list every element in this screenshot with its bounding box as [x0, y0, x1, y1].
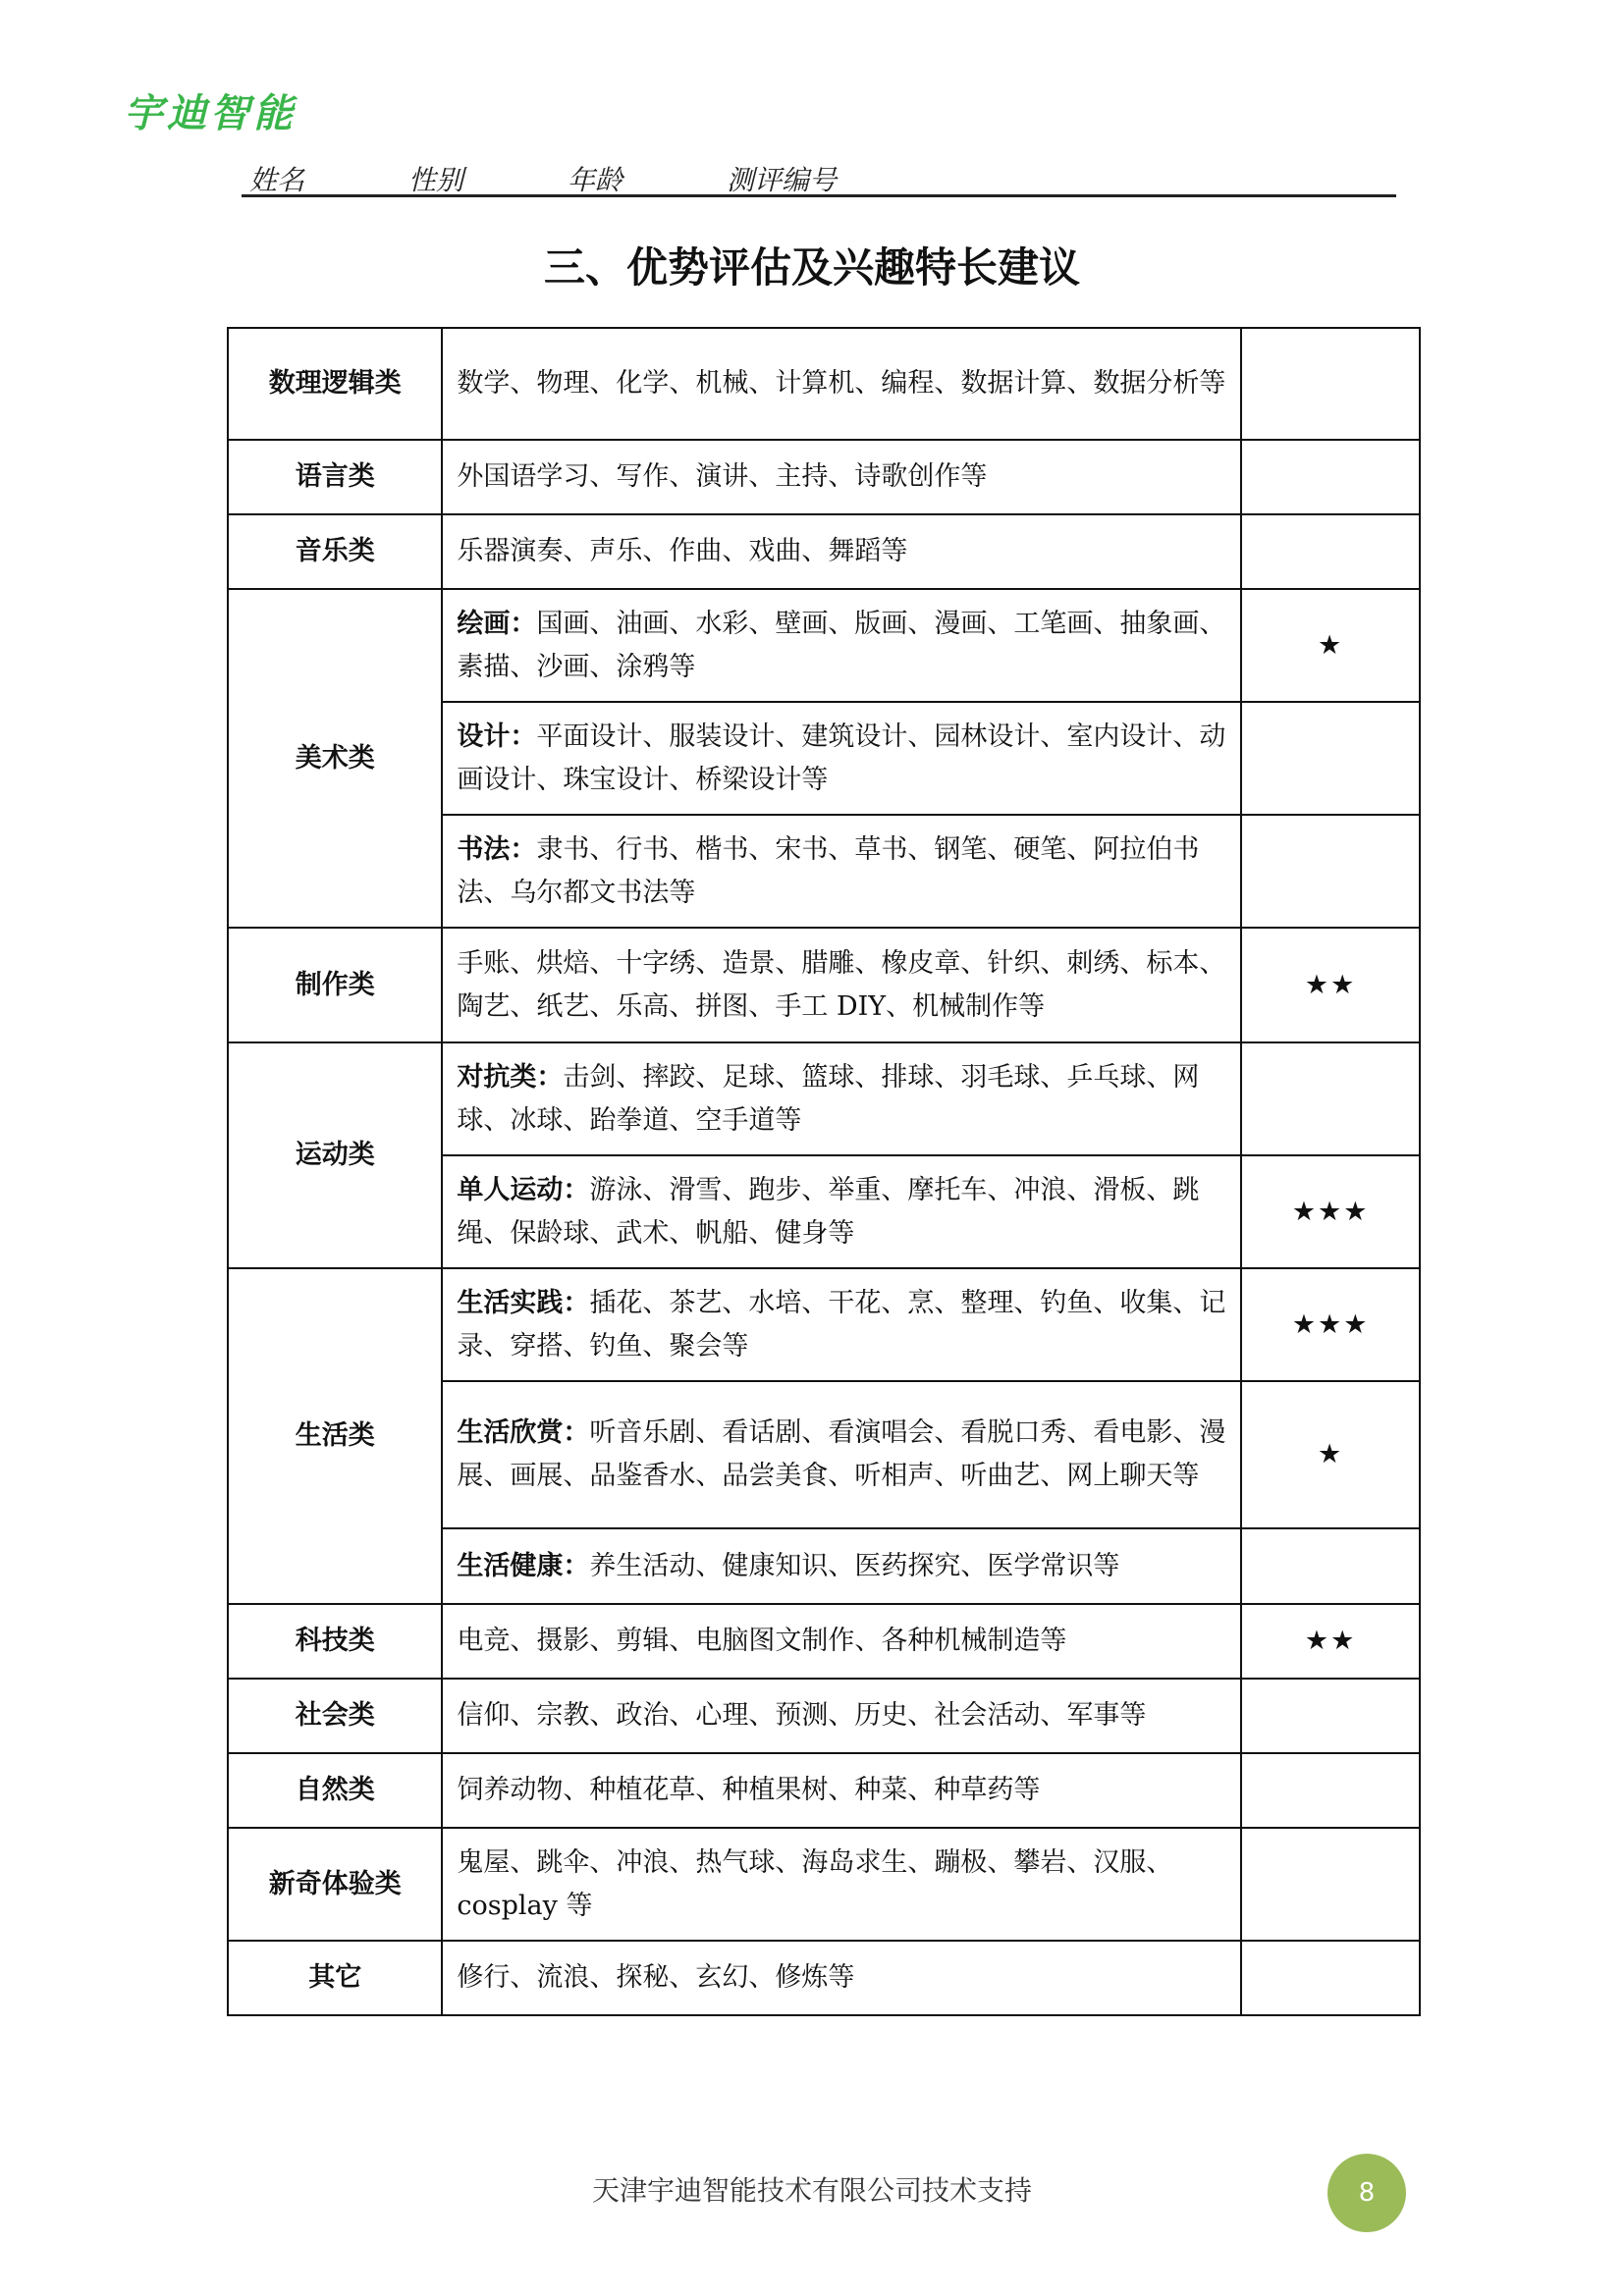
eval-number-field-label: 测评编号	[727, 164, 838, 196]
category-cell: 运动类	[228, 1042, 442, 1268]
category-cell: 音乐类	[228, 514, 442, 589]
rating-cell	[1241, 1679, 1420, 1753]
description-cell: 饲养动物、种植花草、种植果树、种菜、种草药等	[442, 1753, 1241, 1828]
rating-cell	[1241, 440, 1420, 514]
table-row	[228, 1042, 1420, 1155]
rating-cell	[1241, 1828, 1420, 1941]
category-cell: 其它	[228, 1941, 442, 2015]
page-number: 8	[1327, 2154, 1406, 2232]
description-cell	[442, 1381, 1241, 1528]
description-cell: 电竞、摄影、剪辑、电脑图文制作、各种机械制造等	[442, 1604, 1241, 1679]
description-cell	[442, 702, 1241, 815]
table-row	[228, 1679, 1420, 1753]
description-cell: 乐器演奏、声乐、作曲、戏曲、舞蹈等	[442, 514, 1241, 589]
description-cell	[442, 1042, 1241, 1155]
table-row	[228, 589, 1420, 702]
description-cell	[442, 1268, 1241, 1381]
table-row	[228, 1828, 1420, 1941]
rating-cell: ★★★	[1241, 1155, 1420, 1268]
footer-text: 天津宇迪智能技术有限公司技术支持	[591, 2174, 1032, 2207]
description-cell: 手账、烘焙、十字绣、造景、腊雕、橡皮章、针织、刺绣、标本、陶艺、纸艺、乐高、拼图、手工 DIY、机械制作等	[442, 928, 1241, 1042]
table-row	[228, 328, 1420, 440]
table-row	[228, 928, 1420, 1042]
rating-cell	[1241, 1042, 1420, 1155]
rating-cell: ★★	[1241, 928, 1420, 1042]
subcategory-desc: 养生活动、健康知识、医药探究、医学常识等	[589, 1550, 1120, 1581]
interest-table	[227, 327, 1421, 2016]
table-row	[228, 1753, 1420, 1828]
rating-cell: ★★	[1241, 1604, 1420, 1679]
category-cell: 生活类	[228, 1268, 442, 1604]
category-cell: 社会类	[228, 1679, 442, 1753]
description-cell: 信仰、宗教、政治、心理、预测、历史、社会活动、军事等	[442, 1679, 1241, 1753]
description-cell	[442, 1528, 1241, 1604]
category-cell: 科技类	[228, 1604, 442, 1679]
rating-cell: ★	[1241, 589, 1420, 702]
name-field-label: 姓名	[249, 164, 305, 196]
rating-cell	[1241, 1753, 1420, 1828]
gender-field-label: 性别	[408, 164, 464, 196]
subcategory-label: 单人运动：	[457, 1174, 590, 1205]
rating-cell	[1241, 328, 1420, 440]
company-logo: 宇迪智能	[124, 91, 297, 136]
table-row	[228, 514, 1420, 589]
subcategory-desc: 平面设计、服装设计、建筑设计、园林设计、室内设计、动画设计、珠宝设计、桥梁设计等	[457, 721, 1226, 795]
subcategory-desc: 插花、茶艺、水培、干花、烹、整理、钓鱼、收集、记录、穿搭、钓鱼、聚会等	[457, 1287, 1226, 1362]
rating-cell: ★★★	[1241, 1268, 1420, 1381]
rating-cell	[1241, 702, 1420, 815]
table-row	[228, 440, 1420, 514]
subcategory-label: 生活健康：	[457, 1550, 590, 1581]
description-cell: 数学、物理、化学、机械、计算机、编程、数据计算、数据分析等	[442, 328, 1241, 440]
table-row	[228, 1941, 1420, 2015]
description-cell	[442, 589, 1241, 702]
subcategory-desc: 国画、油画、水彩、壁画、版画、漫画、工笔画、抽象画、素描、沙画、涂鸦等	[457, 608, 1226, 682]
subcategory-label: 设计：	[457, 721, 537, 752]
description-cell: 修行、流浪、探秘、玄幻、修炼等	[442, 1941, 1241, 2015]
info-line	[242, 157, 1396, 197]
subcategory-desc: 隶书、行书、楷书、宋书、草书、钢笔、硬笔、阿拉伯书法、乌尔都文书法等	[457, 833, 1200, 908]
description-cell: 外国语学习、写作、演讲、主持、诗歌创作等	[442, 440, 1241, 514]
category-cell: 数理逻辑类	[228, 328, 442, 440]
rating-cell	[1241, 1528, 1420, 1604]
subcategory-desc: 游泳、滑雪、跑步、举重、摩托车、冲浪、滑板、跳绳、保龄球、武术、帆船、健身等	[457, 1174, 1200, 1249]
subcategory-label: 绘画：	[457, 608, 537, 639]
rating-cell	[1241, 1941, 1420, 2015]
rating-cell	[1241, 514, 1420, 589]
category-cell: 制作类	[228, 928, 442, 1042]
category-cell: 美术类	[228, 589, 442, 928]
table-row	[228, 1604, 1420, 1679]
page-title: 三、优势评估及兴趣特长建议	[543, 243, 1080, 292]
description-cell	[442, 1155, 1241, 1268]
category-cell: 自然类	[228, 1753, 442, 1828]
category-cell: 新奇体验类	[228, 1828, 442, 1941]
table-row	[228, 1268, 1420, 1381]
subcategory-label: 生活实践：	[457, 1287, 590, 1318]
description-cell: 鬼屋、跳伞、冲浪、热气球、海岛求生、蹦极、攀岩、汉服、cosplay 等	[442, 1828, 1241, 1941]
subcategory-desc: 听音乐剧、看话剧、看演唱会、看脱口秀、看电影、漫展、画展、品鉴香水、品尝美食、听相声、听曲艺、网上聊天等	[457, 1417, 1226, 1491]
rating-cell	[1241, 815, 1420, 928]
subcategory-desc: 击剑、摔跤、足球、篮球、排球、羽毛球、乒乓球、网球、冰球、跆拳道、空手道等	[457, 1061, 1200, 1136]
rating-cell: ★	[1241, 1381, 1420, 1528]
subcategory-label: 对抗类：	[457, 1061, 564, 1093]
subcategory-label: 生活欣赏：	[457, 1417, 590, 1448]
description-cell	[442, 815, 1241, 928]
age-field-label: 年龄	[568, 164, 623, 196]
subcategory-label: 书法：	[457, 833, 537, 865]
category-cell: 语言类	[228, 440, 442, 514]
